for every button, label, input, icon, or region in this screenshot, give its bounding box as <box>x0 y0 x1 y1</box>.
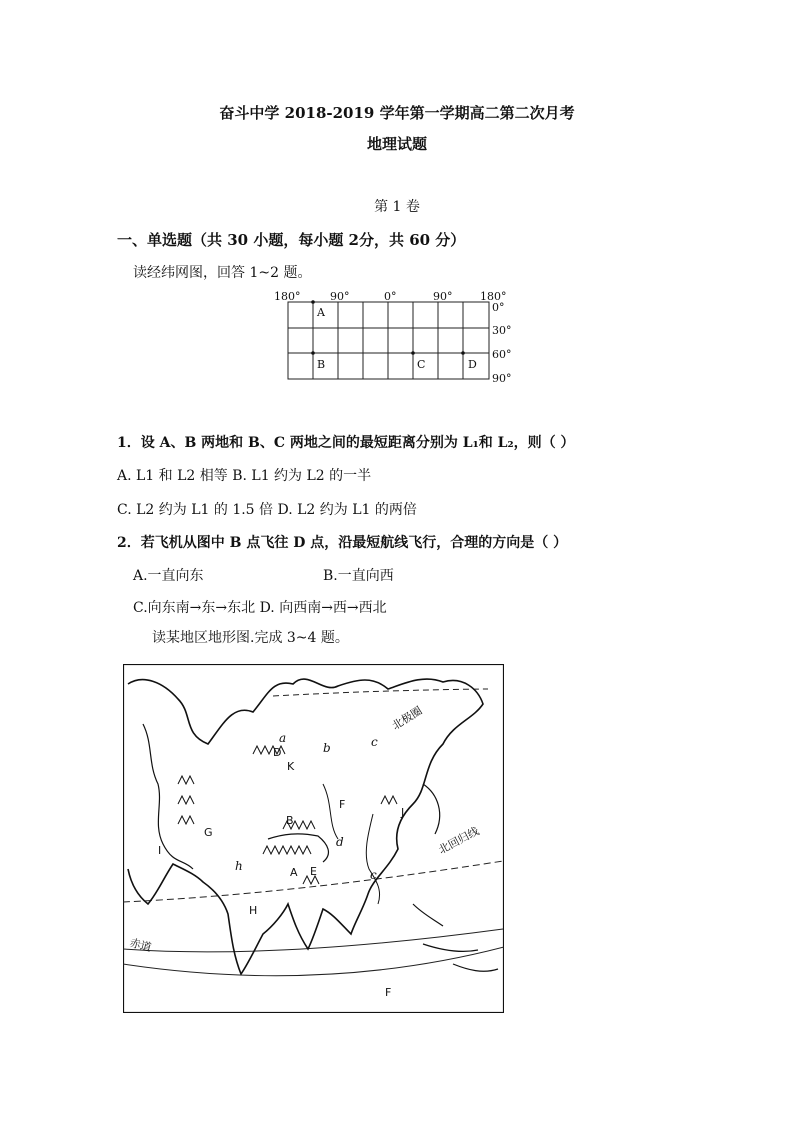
map-label: a <box>279 731 287 745</box>
map-label: D <box>273 746 282 759</box>
grid-lon-label: 180° <box>480 290 507 303</box>
map-label: h <box>235 859 243 873</box>
grid-lat-label: 0° <box>492 301 505 314</box>
map-label: J <box>401 806 405 819</box>
question-1-stem: 1．设 A、B 两地和 B、C 两地之间的最短距离分别为 L₁和 L₂，则（ ） <box>117 435 575 451</box>
map-label: d <box>336 835 344 849</box>
question-1-options-cd: C. L2 约为 L1 的 1.5 倍 D. L2 约为 L1 的两倍 <box>117 502 417 518</box>
grid-point-label: C <box>417 358 426 371</box>
volume-label: 第 1 卷 <box>374 199 420 215</box>
map-label: E <box>310 865 317 878</box>
map-label: b <box>323 741 331 755</box>
map-label: F <box>339 798 346 811</box>
grid-lat-label: 30° <box>492 324 512 337</box>
map-label: I <box>158 844 162 857</box>
asia-terrain-map <box>123 664 504 1013</box>
grid-point-dot <box>311 351 315 355</box>
grid-lon-label: 180° <box>274 290 301 303</box>
intro-questions-1-2: 读经纬网图，回答 1~2 题。 <box>133 265 312 281</box>
section-heading: 一、单选题（共 30 小题，每小题 2分，共 60 分） <box>117 231 466 249</box>
grid-point-label: B <box>317 358 326 371</box>
map-label: H <box>249 904 258 917</box>
intro-questions-3-4: 读某地区地形图.完成 3~4 题。 <box>152 630 349 646</box>
question-2-option-b: B.一直向西 <box>323 568 394 584</box>
grid-lon-label: 0° <box>384 290 397 303</box>
map-label-tropic-of-cancer: 北回归线 <box>436 824 482 857</box>
grid-lon-label: 90° <box>330 290 350 303</box>
question-1-options-ab: A. L1 和 L2 相等 B. L1 约为 L2 的一半 <box>117 468 372 484</box>
grid-point-dot <box>461 351 465 355</box>
grid-point-dot <box>411 351 415 355</box>
map-label: A <box>290 866 298 879</box>
map-label-equator: 赤道 <box>128 936 153 955</box>
map-label: c <box>370 868 377 882</box>
question-2-stem: 2．若飞机从图中 B 点飞往 D 点，沿最短航线飞行，合理的方向是（ ） <box>117 535 568 551</box>
map-label: B <box>286 814 294 827</box>
exam-subtitle: 地理试题 <box>366 135 427 153</box>
grid-lat-label: 60° <box>492 348 512 361</box>
grid-point-label: D <box>468 358 477 371</box>
map-label: K <box>287 760 295 773</box>
map-label: G <box>204 826 213 839</box>
grid-lat-label: 90° <box>492 372 512 385</box>
map-label: c <box>371 735 378 749</box>
question-2-options-cd: C.向东南→东→东北 D. 向西南→西→西北 <box>133 600 387 616</box>
map-label-arctic-circle: 北极圈 <box>389 704 425 733</box>
lat-lon-grid-figure <box>272 289 522 389</box>
question-2-option-a: A.一直向东 <box>133 568 204 584</box>
map-label: F <box>385 986 392 999</box>
grid-point-dot <box>311 300 315 304</box>
grid-lon-label: 90° <box>433 290 453 303</box>
exam-title: 奋斗中学 2018-2019 学年第一学期高二第二次月考 <box>219 104 575 122</box>
grid-point-label: A <box>317 306 325 319</box>
